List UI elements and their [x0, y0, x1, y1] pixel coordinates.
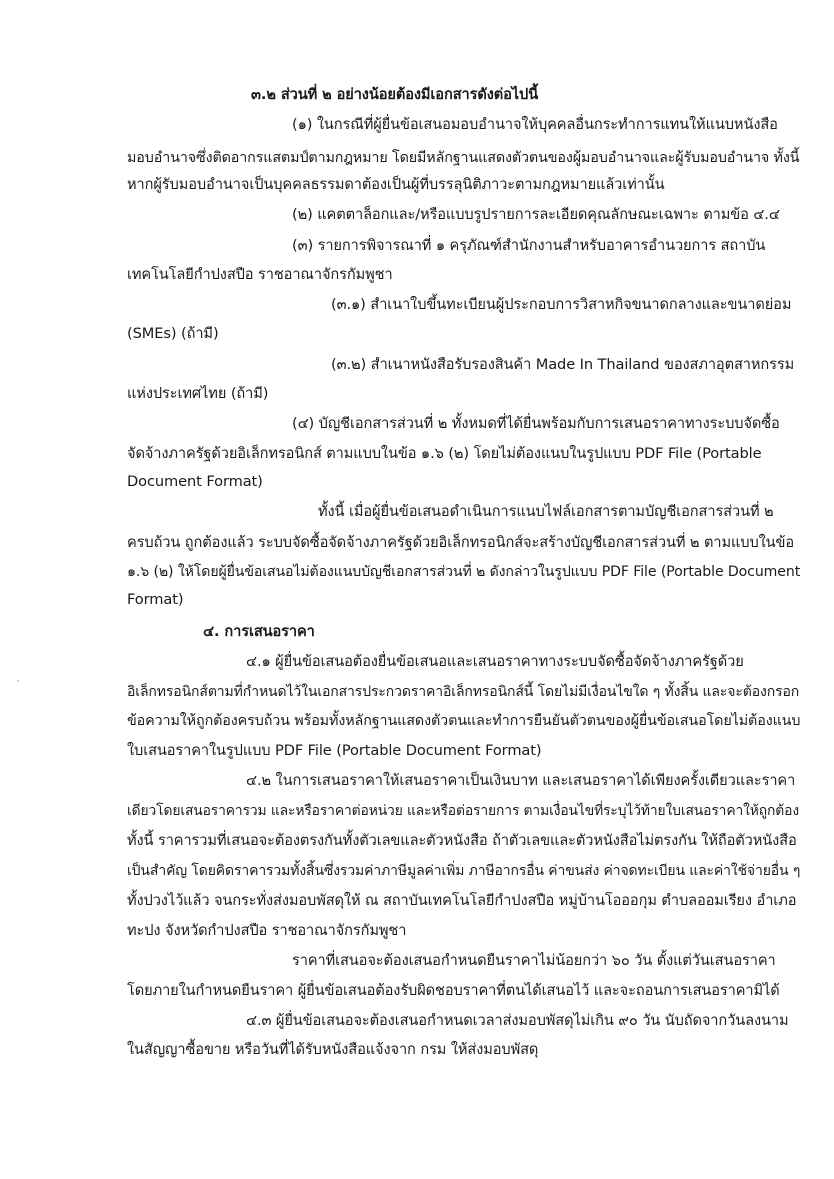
item-3-2-line-2: แห่งประเทศไทย (ถ้ามี) — [127, 385, 269, 402]
item-4-2-line-4: เป็นสำคัญ โดยคิดราคารวมทั้งสิ้นซึ่งรวมค่าภาษีมูลค่าเพิ่ม ภาษีอากรอื่น ค่าขนส่ง ค่าจดทะเบียน และค่าใช้จ่ายอื่น ๆ — [127, 863, 801, 879]
item-4-line-3: Document Format) — [127, 473, 263, 490]
item-2-line: (๒) แคตตาล็อกและ/หรือแบบรูปรายการละเอียดคุณลักษณะเฉพาะ ตามข้อ ๔.๔ — [292, 206, 780, 223]
item-3-1-line-2: (SMEs) (ถ้ามี) — [127, 325, 219, 342]
item-4-2-line-5: ทั้งปวงไว้แล้ว จนกระทั่งส่งมอบพัสดุให้ ณ สถาบันเทคโนโลยีกำปงสปือ หมู่บ้านโอออกุม ตำบลออมเรียง อำเภอ — [127, 892, 797, 909]
note-line-4: Format) — [127, 591, 184, 608]
section-3-2-heading: ๓.๒ ส่วนที่ ๒ อย่างน้อยต้องมีเอกสารดังต่อไปนี้ — [251, 86, 539, 103]
item-4-1-line-3: ข้อความให้ถูกต้องครบถ้วน พร้อมทั้งหลักฐานแสดงตัวตนและทำการยืนยันตัวตนของผู้ยื่นข้อเสนอโดยไม่ต้องแนบ — [127, 713, 801, 729]
item-4-line-2: จัดจ้างภาครัฐด้วยอิเล็กทรอนิกส์ ตามแบบในข้อ ๑.๖ (๒) โดยไม่ต้องแนบในรูปแบบ PDF File (Portable — [127, 445, 762, 462]
item-4-1-line-2: อิเล็กทรอนิกส์ตามที่กำหนดไว้ในเอกสารประกวดราคาอิเล็กทรอนิกส์นี้ โดยไม่มีเงื่อนไขใด ๆ ทั้งสิ้น และจะต้องกรอก — [127, 684, 800, 700]
note-line-2: ครบถ้วน ถูกต้องแล้ว ระบบจัดซื้อจัดจ้างภาครัฐด้วยอิเล็กทรอนิกส์จะสร้างบัญชีเอกสารส่วนที่ ๒ ตามแบบในข้อ — [127, 534, 795, 551]
margin-mark — [17, 680, 19, 682]
item-3-2-line-1: (๓.๒) สำเนาหนังสือรับรองสินค้า Made In Thailand ของสภาอุตสาหกรรม — [331, 356, 795, 373]
validity-line-2: โดยภายในกำหนดยืนราคา ผู้ยื่นข้อเสนอต้องรับผิดชอบราคาที่ตนได้เสนอไว้ และจะถอนการเสนอราคามิได้ — [127, 982, 780, 999]
note-line-1: ทั้งนี้ เมื่อผู้ยื่นข้อเสนอดำเนินการแนบไฟล์เอกสารตามบัญชีเอกสารส่วนที่ ๒ — [318, 503, 774, 520]
item-4-2-line-3: ทั้งนี้ ราคารวมที่เสนอจะต้องตรงกันทั้งตัวเลขและตัวหนังสือ ถ้าตัวเลขและตัวหนังสือไม่ตรงกัน ให้ถือตัวหนังสือ — [127, 832, 797, 849]
note-line-3: ๑.๖ (๒) ให้โดยผู้ยื่นข้อเสนอไม่ต้องแนบบัญชีเอกสารส่วนที่ ๒ ดังกล่าวในรูปแบบ PDF File (Portable Document — [127, 564, 801, 580]
item-4-3-line-2: ในสัญญาซื้อขาย หรือวันที่ได้รับหนังสือแจ้งจาก กรม ให้ส่งมอบพัสดุ — [127, 1041, 539, 1058]
validity-line-1: ราคาที่เสนอจะต้องเสนอกำหนดยืนราคาไม่น้อยกว่า ๖๐ วัน ตั้งแต่วันเสนอราคา — [292, 952, 776, 969]
item-4-2-line-1: ๔.๒ ในการเสนอราคาให้เสนอราคาเป็นเงินบาท และเสนอราคาได้เพียงครั้งเดียวและราคา — [246, 772, 796, 789]
item-4-1-line-1: ๔.๑ ผู้ยื่นข้อเสนอต้องยื่นข้อเสนอและเสนอราคาทางระบบจัดซื้อจัดจ้างภาครัฐด้วย — [246, 653, 744, 670]
item-3-line-1: (๓) รายการพิจารณาที่ ๑ ครุภัณฑ์สำนักงานสำหรับอาคารอำนวยการ สถาบัน — [292, 237, 766, 254]
item-3-line-2: เทคโนโลยีกำปงสปือ ราชอาณาจักรกัมพูชา — [127, 266, 393, 283]
item-1-line-2: มอบอำนาจซึ่งติดอากรแสตมป์ตามกฎหมาย โดยมีหลักฐานแสดงตัวตนของผู้มอบอำนาจและผู้รับมอบอำนาจ ทั้งนี้ — [127, 150, 800, 166]
item-4-1-line-4: ใบเสนอราคาในรูปแบบ PDF File (Portable Document Format) — [127, 742, 542, 759]
item-4-2-line-2: เดียวโดยเสนอราคารวม และหรือราคาต่อหน่วย และหรือต่อรายการ ตามเงื่อนไขที่ระบุไว้ท้ายใบเสนอราคาให้ถูกต้อง — [127, 803, 799, 819]
item-3-1-line-1: (๓.๑) สำเนาใบขึ้นทะเบียนผู้ประกอบการวิสาหกิจขนาดกลางและขนาดย่อม — [331, 296, 792, 313]
section-4-heading: ๔. การเสนอราคา — [203, 623, 315, 640]
item-1-line-3: หากผู้รับมอบอำนาจเป็นบุคคลธรรมดาต้องเป็นผู้ที่บรรลุนิติภาวะตามกฎหมายแล้วเท่านั้น — [127, 176, 665, 193]
item-4-3-line-1: ๔.๓ ผู้ยื่นข้อเสนอจะต้องเสนอกำหนดเวลาส่งมอบพัสดุไม่เกิน ๙๐ วัน นับถัดจากวันลงนาม — [246, 1012, 789, 1029]
item-1-line-1: (๑) ในกรณีที่ผู้ยื่นข้อเสนอมอบอำนาจให้บุคคลอื่นกระทำการแทนให้แนบหนังสือ — [292, 116, 778, 133]
item-4-line-1: (๔) บัญชีเอกสารส่วนที่ ๒ ทั้งหมดที่ได้ยื่นพร้อมกับการเสนอราคาทางระบบจัดซื้อ — [292, 415, 780, 432]
item-4-2-line-6: ทะปง จังหวัดกำปงสปือ ราชอาณาจักรกัมพูชา — [127, 922, 407, 939]
